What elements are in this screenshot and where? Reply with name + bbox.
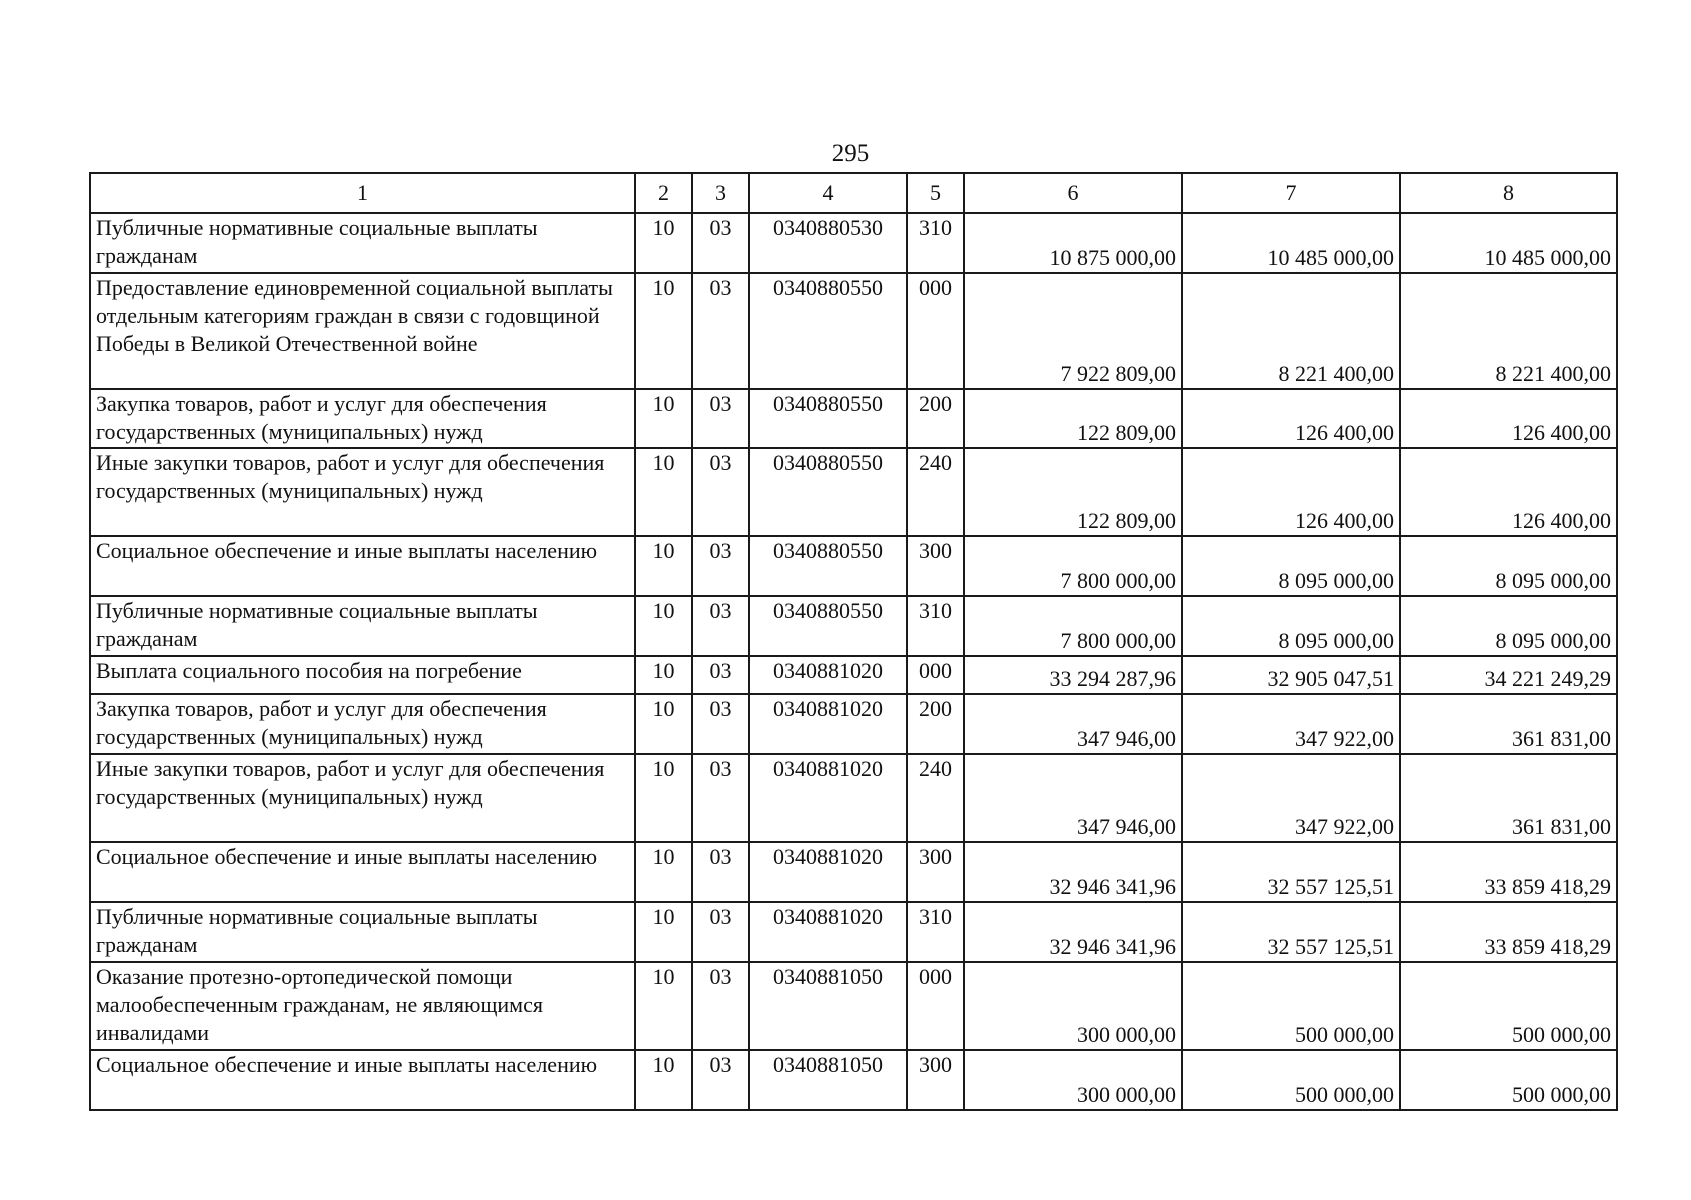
target-article-code: 0340881020 [749, 842, 907, 902]
row-name: Публичные нормативные социальные выплаты гражданам [90, 213, 635, 273]
section-code: 10 [635, 842, 692, 902]
section-code: 10 [635, 596, 692, 656]
expense-type-code: 240 [907, 448, 964, 536]
subsection-code: 03 [692, 1050, 749, 1110]
row-name: Социальное обеспечение и иные выплаты населению [90, 1050, 635, 1110]
amount-column-6: 122 809,00 [964, 448, 1182, 536]
amount-column-7: 8 221 400,00 [1182, 273, 1400, 389]
row-name: Предоставление единовременной социальной выплаты отдельным категориям граждан в связи с годовщиной Победы в Великой Отечественной войне [90, 273, 635, 389]
target-article-code: 0340880530 [749, 213, 907, 273]
amount-column-7: 347 922,00 [1182, 754, 1400, 842]
amount-column-8: 8 095 000,00 [1400, 536, 1617, 596]
amount-column-8: 126 400,00 [1400, 448, 1617, 536]
amount-column-7: 32 557 125,51 [1182, 902, 1400, 962]
column-header: 7 [1182, 173, 1400, 213]
section-code: 10 [635, 902, 692, 962]
table-row [90, 902, 1617, 962]
amount-column-7: 500 000,00 [1182, 962, 1400, 1050]
subsection-code: 03 [692, 902, 749, 962]
page-number: 295 [831, 140, 870, 167]
amount-column-8: 361 831,00 [1400, 694, 1617, 754]
target-article-code: 0340881020 [749, 902, 907, 962]
row-name: Социальное обеспечение и иные выплаты населению [90, 842, 635, 902]
amount-column-7: 126 400,00 [1182, 389, 1400, 448]
section-code: 10 [635, 273, 692, 389]
subsection-code: 03 [692, 754, 749, 842]
amount-column-6: 33 294 287,96 [964, 656, 1182, 694]
amount-column-6: 7 800 000,00 [964, 596, 1182, 656]
row-name: Иные закупки товаров, работ и услуг для обеспечения государственных (муниципальных) нужд [90, 448, 635, 536]
row-name: Оказание протезно-ортопедической помощи малообеспеченным гражданам, не являющимся инвалидами [90, 962, 635, 1050]
section-code: 10 [635, 448, 692, 536]
amount-column-8: 10 485 000,00 [1400, 213, 1617, 273]
table-row [90, 448, 1617, 536]
table-row [90, 842, 1617, 902]
column-header: 8 [1400, 173, 1617, 213]
amount-column-6: 10 875 000,00 [964, 213, 1182, 273]
amount-column-6: 300 000,00 [964, 962, 1182, 1050]
section-code: 10 [635, 656, 692, 694]
amount-column-6: 347 946,00 [964, 754, 1182, 842]
expense-type-code: 200 [907, 694, 964, 754]
expense-type-code: 310 [907, 596, 964, 656]
section-code: 10 [635, 962, 692, 1050]
column-header: 3 [692, 173, 749, 213]
row-name: Публичные нормативные социальные выплаты гражданам [90, 596, 635, 656]
amount-column-8: 500 000,00 [1400, 962, 1617, 1050]
table-row [90, 1050, 1617, 1110]
expense-type-code: 000 [907, 962, 964, 1050]
table-row [90, 213, 1617, 273]
target-article-code: 0340880550 [749, 273, 907, 389]
section-code: 10 [635, 754, 692, 842]
amount-column-6: 300 000,00 [964, 1050, 1182, 1110]
table-row [90, 962, 1617, 1050]
row-name: Социальное обеспечение и иные выплаты населению [90, 536, 635, 596]
target-article-code: 0340881020 [749, 694, 907, 754]
amount-column-6: 32 946 341,96 [964, 842, 1182, 902]
amount-column-6: 7 800 000,00 [964, 536, 1182, 596]
amount-column-7: 500 000,00 [1182, 1050, 1400, 1110]
table-row [90, 273, 1617, 389]
section-code: 10 [635, 213, 692, 273]
column-header: 6 [964, 173, 1182, 213]
amount-column-7: 347 922,00 [1182, 694, 1400, 754]
target-article-code: 0340881050 [749, 1050, 907, 1110]
subsection-code: 03 [692, 213, 749, 273]
amount-column-7: 8 095 000,00 [1182, 536, 1400, 596]
target-article-code: 0340880550 [749, 536, 907, 596]
table-row [90, 754, 1617, 842]
subsection-code: 03 [692, 842, 749, 902]
table-row [90, 596, 1617, 656]
table-row [90, 656, 1617, 694]
subsection-code: 03 [692, 656, 749, 694]
subsection-code: 03 [692, 389, 749, 448]
target-article-code: 0340880550 [749, 389, 907, 448]
amount-column-6: 7 922 809,00 [964, 273, 1182, 389]
amount-column-7: 8 095 000,00 [1182, 596, 1400, 656]
amount-column-8: 8 221 400,00 [1400, 273, 1617, 389]
amount-column-7: 126 400,00 [1182, 448, 1400, 536]
column-header: 1 [90, 173, 635, 213]
amount-column-7: 32 905 047,51 [1182, 656, 1400, 694]
expense-type-code: 300 [907, 536, 964, 596]
section-code: 10 [635, 694, 692, 754]
column-header: 5 [907, 173, 964, 213]
row-name: Закупка товаров, работ и услуг для обеспечения государственных (муниципальных) нужд [90, 389, 635, 448]
table-row [90, 694, 1617, 754]
target-article-code: 0340881050 [749, 962, 907, 1050]
table-header-row [90, 173, 1617, 213]
row-name: Иные закупки товаров, работ и услуг для обеспечения государственных (муниципальных) нужд [90, 754, 635, 842]
expense-type-code: 310 [907, 902, 964, 962]
expense-type-code: 300 [907, 1050, 964, 1110]
expense-type-code: 240 [907, 754, 964, 842]
target-article-code: 0340881020 [749, 656, 907, 694]
target-article-code: 0340880550 [749, 596, 907, 656]
subsection-code: 03 [692, 448, 749, 536]
expense-type-code: 310 [907, 213, 964, 273]
amount-column-6: 32 946 341,96 [964, 902, 1182, 962]
expense-type-code: 200 [907, 389, 964, 448]
expense-type-code: 000 [907, 273, 964, 389]
target-article-code: 0340881020 [749, 754, 907, 842]
target-article-code: 0340880550 [749, 448, 907, 536]
amount-column-6: 122 809,00 [964, 389, 1182, 448]
row-name: Публичные нормативные социальные выплаты гражданам [90, 902, 635, 962]
subsection-code: 03 [692, 962, 749, 1050]
amount-column-8: 33 859 418,29 [1400, 842, 1617, 902]
expense-type-code: 000 [907, 656, 964, 694]
amount-column-8: 361 831,00 [1400, 754, 1617, 842]
row-name: Выплата социального пособия на погребение [90, 656, 635, 694]
section-code: 10 [635, 389, 692, 448]
subsection-code: 03 [692, 694, 749, 754]
amount-column-8: 8 095 000,00 [1400, 596, 1617, 656]
table-row [90, 536, 1617, 596]
expense-type-code: 300 [907, 842, 964, 902]
table-row [90, 389, 1617, 448]
amount-column-7: 10 485 000,00 [1182, 213, 1400, 273]
amount-column-6: 347 946,00 [964, 694, 1182, 754]
row-name: Закупка товаров, работ и услуг для обеспечения государственных (муниципальных) нужд [90, 694, 635, 754]
column-header: 2 [635, 173, 692, 213]
section-code: 10 [635, 1050, 692, 1110]
amount-column-8: 126 400,00 [1400, 389, 1617, 448]
budget-table [89, 172, 1618, 1111]
column-header: 4 [749, 173, 907, 213]
subsection-code: 03 [692, 596, 749, 656]
subsection-code: 03 [692, 273, 749, 389]
amount-column-7: 32 557 125,51 [1182, 842, 1400, 902]
subsection-code: 03 [692, 536, 749, 596]
amount-column-8: 34 221 249,29 [1400, 656, 1617, 694]
section-code: 10 [635, 536, 692, 596]
amount-column-8: 33 859 418,29 [1400, 902, 1617, 962]
amount-column-8: 500 000,00 [1400, 1050, 1617, 1110]
